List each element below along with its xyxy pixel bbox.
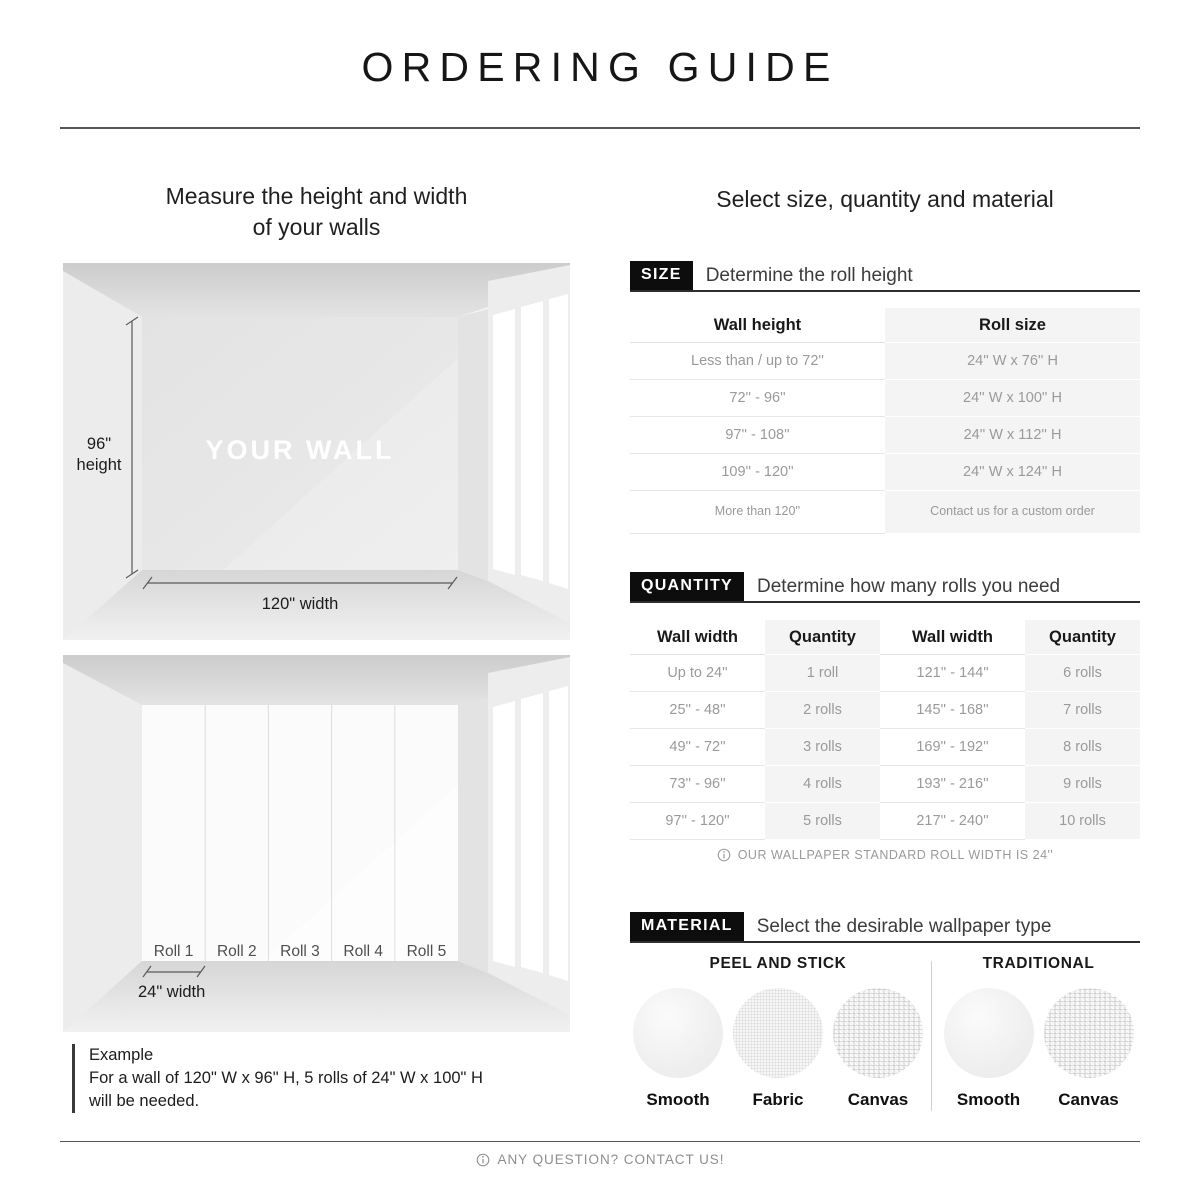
example-line1: For a wall of 120" W x 96" H, 5 rolls of 24" W x 100" H (89, 1069, 483, 1088)
size-row (630, 343, 1140, 380)
material-groups-divider (931, 961, 932, 1111)
quantity-row (630, 803, 1140, 840)
roll-label-1: Roll 1 (153, 943, 194, 960)
roll-label-5: Roll 5 (406, 943, 447, 960)
left-column-heading (63, 181, 570, 243)
swatch-label: Canvas (847, 1090, 909, 1109)
example-block (72, 1044, 589, 1113)
window-pane (521, 301, 543, 581)
height-label-value: 96" (86, 435, 112, 453)
size-row-1-roll: 24'' W x 100'' H (885, 380, 1140, 417)
quantity-row (630, 729, 1140, 766)
width-label: 120" width (261, 595, 339, 613)
quantity-badge: QUANTITY (630, 572, 744, 601)
swatch-peel-canvas (831, 988, 925, 1110)
qty-row-3-qty-a: 4 rolls (765, 766, 880, 803)
swatch-peel-smooth (631, 988, 725, 1110)
smooth-texture-swatch (944, 988, 1034, 1078)
qty-row-0-qty-a: 1 roll (765, 655, 880, 692)
roll-width-note (630, 848, 1140, 862)
qty-row-3-wall-b: 193'' - 216'' (880, 766, 1025, 803)
fabric-texture-swatch (733, 988, 823, 1078)
smooth-texture-swatch (633, 988, 723, 1078)
quantity-row (630, 692, 1140, 729)
example-line2: will be needed. (89, 1092, 200, 1111)
room-illustration-measure (63, 263, 570, 640)
qty-row-1-wall-a: 25'' - 48'' (630, 692, 765, 729)
qty-row-0-qty-b: 6 rolls (1025, 655, 1140, 692)
size-row-0-roll: 24'' W x 76'' H (885, 343, 1140, 380)
size-row-3-roll: 24'' W x 124'' H (885, 454, 1140, 491)
swatch-peel-fabric (731, 988, 825, 1110)
footer-text: ANY QUESTION? CONTACT US! (497, 1152, 725, 1167)
swatch-label: Smooth (646, 1090, 710, 1109)
qty-row-4-wall-b: 217'' - 240'' (880, 803, 1025, 840)
size-row-0-wall: Less than / up to 72'' (630, 343, 885, 380)
size-row (630, 491, 1140, 534)
material-group-title: PEEL AND STICK (709, 955, 847, 972)
footer (0, 1152, 1200, 1167)
info-icon (717, 848, 731, 862)
swatch-row (937, 988, 1140, 1110)
size-table-header-row (630, 308, 1140, 343)
qty-col-qty-a: Quantity (765, 620, 880, 655)
material-group-peel-and-stick (630, 955, 926, 1111)
size-row (630, 454, 1140, 491)
size-col-roll-size: Roll size (885, 308, 1140, 343)
footer-divider (60, 1141, 1140, 1142)
roll-label-2: Roll 2 (216, 943, 257, 960)
quantity-table (630, 620, 1140, 840)
left-heading-line1: Measure the height and width (165, 183, 468, 209)
qty-col-qty-b: Quantity (1025, 620, 1140, 655)
material-badge: MATERIAL (630, 912, 744, 941)
material-options (630, 955, 1140, 1111)
size-row-2-roll: 24'' W x 112'' H (885, 417, 1140, 454)
left-heading-line2: of your walls (252, 214, 381, 241)
size-col-wall-height: Wall height (630, 308, 885, 343)
qty-col-wall-b: Wall width (880, 620, 1025, 655)
qty-row-3-wall-a: 73'' - 96'' (630, 766, 765, 803)
qty-row-2-qty-b: 8 rolls (1025, 729, 1140, 766)
qty-row-2-wall-a: 49'' - 72'' (630, 729, 765, 766)
size-row (630, 380, 1140, 417)
qty-row-0-wall-a: Up to 24'' (630, 655, 765, 692)
canvas-texture-swatch (833, 988, 923, 1078)
right-wall (458, 699, 488, 973)
material-group-traditional (937, 955, 1140, 1111)
qty-row-0-wall-b: 121'' - 144" (880, 655, 1025, 692)
your-wall-label: YOUR WALL (205, 435, 395, 465)
qty-row-3-qty-b: 9 rolls (1025, 766, 1140, 803)
size-row-4-wall: More than 120'' (630, 491, 885, 534)
material-subtitle: Select the desirable wallpaper type (756, 915, 1052, 937)
qty-row-4-qty-b: 10 rolls (1025, 803, 1140, 840)
page-title: ORDERING GUIDE (361, 44, 839, 90)
window-pane (549, 686, 568, 981)
swatch-label: Fabric (752, 1090, 804, 1109)
material-group-title: TRADITIONAL (982, 955, 1095, 972)
quantity-table-header-row (630, 620, 1140, 655)
window-pane (493, 309, 515, 575)
top-divider (60, 127, 1140, 129)
size-badge: SIZE (630, 261, 693, 290)
size-row (630, 417, 1140, 454)
info-icon (476, 1153, 490, 1167)
window-pane (549, 294, 568, 589)
qty-row-2-wall-b: 169'' - 192'' (880, 729, 1025, 766)
swatch-row (630, 988, 926, 1110)
qty-row-2-qty-a: 3 rolls (765, 729, 880, 766)
example-title: Example (89, 1046, 154, 1064)
quantity-subtitle: Determine how many rolls you need (757, 575, 1061, 597)
qty-row-1-qty-b: 7 rolls (1025, 692, 1140, 729)
size-table (630, 308, 1140, 534)
qty-col-wall-a: Wall width (630, 620, 765, 655)
quantity-section-header (630, 572, 1140, 603)
size-row-3-wall: 109'' - 120'' (630, 454, 885, 491)
material-section-header (630, 912, 1140, 943)
canvas-texture-swatch (1044, 988, 1134, 1078)
size-subtitle: Determine the roll height (705, 264, 913, 286)
size-row-1-wall: 72'' - 96'' (630, 380, 885, 417)
swatch-traditional-smooth (942, 988, 1036, 1110)
swatch-traditional-canvas (1042, 988, 1136, 1110)
swatch-label: Smooth (956, 1090, 1021, 1109)
qty-row-1-wall-b: 145'' - 168'' (880, 692, 1025, 729)
roll-label-4: Roll 4 (343, 943, 384, 960)
quantity-row (630, 655, 1140, 692)
roll-label-3: Roll 3 (280, 943, 320, 960)
window-pane (521, 693, 543, 973)
size-section-header (630, 261, 1140, 292)
roll-width-note-text: OUR WALLPAPER STANDARD ROLL WIDTH IS 24'' (737, 848, 1054, 862)
qty-row-1-qty-a: 2 rolls (765, 692, 880, 729)
window-pane (493, 701, 515, 967)
right-wall (458, 309, 488, 581)
height-label-word: height (76, 456, 122, 474)
room-illustration-rolls (63, 655, 570, 1032)
size-row-2-wall: 97'' - 108'' (630, 417, 885, 454)
quantity-row (630, 766, 1140, 803)
qty-row-4-qty-a: 5 rolls (765, 803, 880, 840)
right-column-heading: Select size, quantity and material (716, 186, 1054, 212)
qty-row-4-wall-a: 97'' - 120'' (630, 803, 765, 840)
swatch-label: Canvas (1058, 1090, 1119, 1109)
roll-width-label: 24" width (138, 983, 206, 1001)
size-row-4-roll: Contact us for a custom order (885, 491, 1140, 534)
